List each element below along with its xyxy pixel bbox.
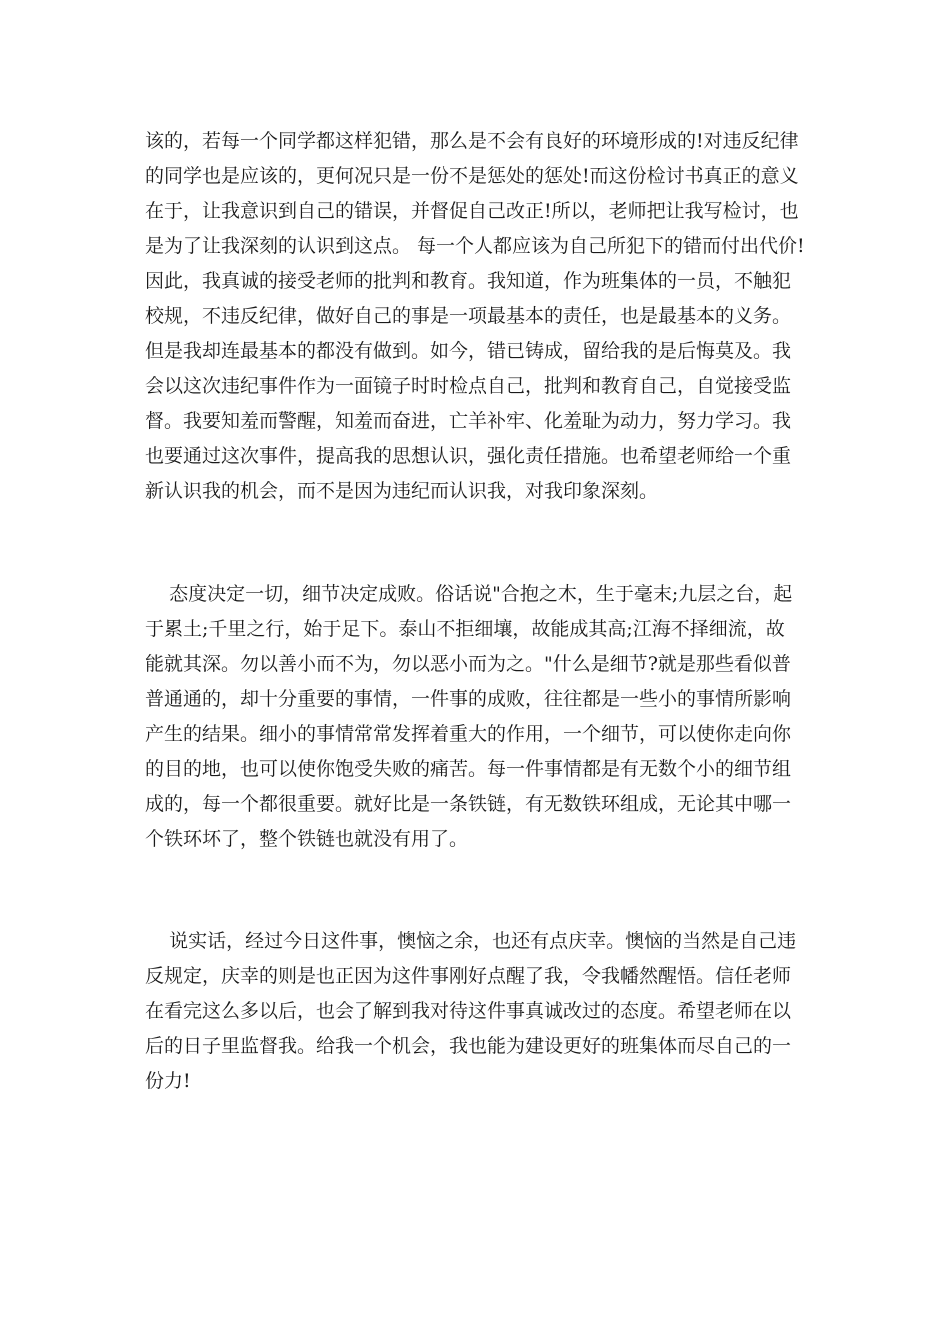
paragraph-1-line-3: 在于，让我意识到自己的错误，并督促自己改正!所以，老师把让我写检讨，也 <box>145 200 799 222</box>
paragraph-3-line-3: 在看完这么多以后，也会了解到我对待这件事真诚改过的态度。希望老师在以 <box>145 1000 792 1022</box>
paragraph-1-line-7: 但是我却连最基本的都没有做到。如今，错已铸成，留给我的是后悔莫及。我 <box>145 340 792 362</box>
paragraph-2-line-7: 成的，每一个都很重要。就好比是一条铁链，有无数铁环组成，无论其中哪一 <box>145 793 792 815</box>
paragraph-2-line-6: 的目的地，也可以使你饱受失败的痛苦。每一件事情都是有无数个小的细节组 <box>145 758 792 780</box>
paragraph-1-line-1: 该的，若每一个同学都这样犯错，那么是不会有良好的环境形成的!对违反纪律 <box>145 130 799 152</box>
paragraph-1-line-4: 是为了让我深刻的认识到这点。 每一个人都应该为自己所犯下的错而付出代价! <box>145 235 805 257</box>
paragraph-2-line-5: 产生的结果。细小的事情常常发挥着重大的作用，一个细节，可以使你走向你 <box>145 723 792 745</box>
paragraph-1-line-8: 会以这次违纪事件作为一面镜子时时检点自己，批判和教育自己，自觉接受监 <box>145 375 792 397</box>
paragraph-1-line-5: 因此，我真诚的接受老师的批判和教育。我知道，作为班集体的一员，不触犯 <box>145 270 792 292</box>
paragraph-1-line-9: 督。我要知羞而警醒，知羞而奋进，亡羊补牢、化羞耻为动力，努力学习。我 <box>145 410 792 432</box>
paragraph-2-line-8: 个铁环坏了，整个铁链也就没有用了。 <box>145 828 469 850</box>
paragraph-2-line-3: 能就其深。勿以善小而不为，勿以恶小而为之。"什么是细节?就是那些看似普 <box>145 653 791 675</box>
paragraph-3-line-2: 反规定，庆幸的则是也正因为这件事刚好点醒了我，令我幡然醒悟。信任老师 <box>145 965 792 987</box>
paragraph-3-line-1: 说实话，经过今日这件事，懊恼之余，也还有点庆幸。懊恼的当然是自己违 <box>145 930 797 952</box>
paragraph-2-line-4: 普通通的，却十分重要的事情，一件事的成败，往往都是一些小的事情所影响 <box>145 688 792 710</box>
paragraph-1-line-10: 也要通过这次事件，提高我的思想认识，强化责任措施。也希望老师给一个重 <box>145 445 792 467</box>
paragraph-2-line-2: 于累土;千里之行，始于足下。泰山不拒细壤，故能成其高;江海不择细流，故 <box>145 618 785 640</box>
paragraph-3-line-5: 份力! <box>145 1070 191 1092</box>
paragraph-1-line-6: 校规，不违反纪律，做好自己的事是一项最基本的责任，也是最基本的义务。 <box>145 305 792 327</box>
paragraph-1-line-2: 的同学也是应该的，更何况只是一份不是惩处的惩处!而这份检讨书真正的意义 <box>145 165 799 187</box>
paragraph-2-line-1: 态度决定一切，细节决定成败。俗话说"合抱之木，生于毫末;九层之台，起 <box>145 583 793 605</box>
paragraph-3-line-4: 后的日子里监督我。给我一个机会，我也能为建设更好的班集体而尽自己的一 <box>145 1035 792 1057</box>
paragraph-1-line-11: 新认识我的机会，而不是因为违纪而认识我，对我印象深刻。 <box>145 480 659 502</box>
